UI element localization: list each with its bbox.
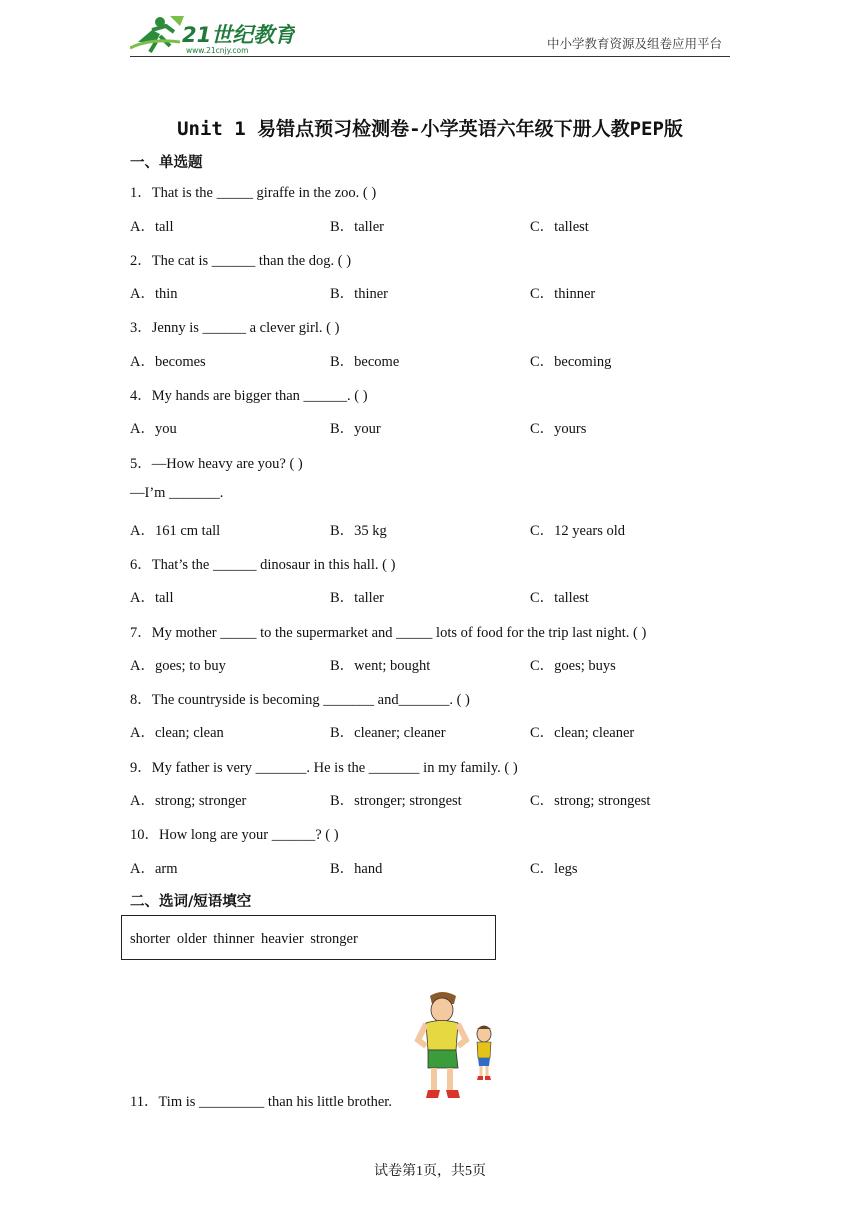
option-c[interactable]: C．becoming	[530, 354, 612, 370]
section-heading-fill-in: 二、选词/短语填空	[130, 894, 252, 910]
page-header	[130, 10, 730, 57]
question-stem: 5．—How heavy are you? ( )	[130, 456, 303, 472]
option-c[interactable]: C．strong; strongest	[530, 793, 651, 809]
svg-text:21世纪教育: 21世纪教育	[182, 23, 295, 47]
option-b[interactable]: B．cleaner; cleaner	[330, 725, 446, 741]
option-c[interactable]: C．thinner	[530, 286, 596, 302]
option-b[interactable]: B．stronger; strongest	[330, 793, 462, 809]
section-heading-single-choice: 一、单选题	[130, 155, 203, 171]
option-a[interactable]: A．161 cm tall	[130, 523, 221, 539]
option-c[interactable]: C．12 years old	[530, 523, 626, 539]
svg-text:www.21cnjy.com: www.21cnjy.com	[186, 46, 249, 55]
option-b[interactable]: B．went; bought	[330, 658, 431, 674]
option-a[interactable]: A．you	[130, 421, 177, 437]
option-b[interactable]: B．taller	[330, 219, 384, 235]
option-b[interactable]: B．thiner	[330, 286, 388, 302]
word-bank-text: shorter older thinner heavier stronger	[130, 931, 358, 947]
option-a[interactable]: A．tall	[130, 590, 174, 606]
question-stem: 8．The countryside is becoming _______ and_______. ( )	[130, 692, 470, 708]
option-b[interactable]: B．become	[330, 354, 400, 370]
question-stem-continued: —I’m _______.	[130, 485, 224, 501]
option-b[interactable]: B．taller	[330, 590, 384, 606]
question-stem: 10．How long are your ______? ( )	[130, 827, 339, 843]
option-c[interactable]: C．legs	[530, 861, 578, 877]
question-stem: 6．That’s the ______ dinosaur in this hall. ( )	[130, 557, 396, 573]
option-b[interactable]: B．hand	[330, 861, 383, 877]
question-stem: 1．That is the _____ giraffe in the zoo. ( )	[130, 185, 377, 201]
document-title: Unit 1 易错点预习检测卷-小学英语六年级下册人教PEP版	[177, 118, 683, 140]
option-b[interactable]: B．your	[330, 421, 381, 437]
option-b[interactable]: B．35 kg	[330, 523, 387, 539]
option-a[interactable]: A．strong; stronger	[130, 793, 247, 809]
question-stem: 7．My mother _____ to the supermarket and _____ lots of food for the trip last night. ( )	[130, 625, 647, 641]
illustration-tall-man-and-boy	[404, 990, 499, 1105]
option-a[interactable]: A．thin	[130, 286, 178, 302]
option-a[interactable]: A．clean; clean	[130, 725, 224, 741]
question-stem: 9．My father is very _______. He is the _______ in my family. ( )	[130, 760, 518, 776]
question-stem: 2．The cat is ______ than the dog. ( )	[130, 253, 352, 269]
option-a[interactable]: A．arm	[130, 861, 178, 877]
option-c[interactable]: C．clean; cleaner	[530, 725, 635, 741]
word-bank-box	[121, 915, 496, 960]
platform-name: 中小学教育资源及组卷应用平台	[546, 37, 722, 51]
question-stem: 3．Jenny is ______ a clever girl. ( )	[130, 320, 340, 336]
option-c[interactable]: C．tallest	[530, 219, 589, 235]
option-a[interactable]: A．tall	[130, 219, 174, 235]
option-c[interactable]: C．goes; buys	[530, 658, 616, 674]
option-a[interactable]: A．becomes	[130, 354, 206, 370]
option-a[interactable]: A．goes; to buy	[130, 658, 226, 674]
option-c[interactable]: C．tallest	[530, 590, 589, 606]
page-footer: 试卷第1页，共5页	[374, 1164, 486, 1179]
question-stem: 4．My hands are bigger than ______. ( )	[130, 388, 368, 404]
question-stem: 11．Tim is _________ than his little brother.	[130, 1094, 392, 1110]
option-c[interactable]: C．yours	[530, 421, 587, 437]
logo	[130, 12, 295, 56]
